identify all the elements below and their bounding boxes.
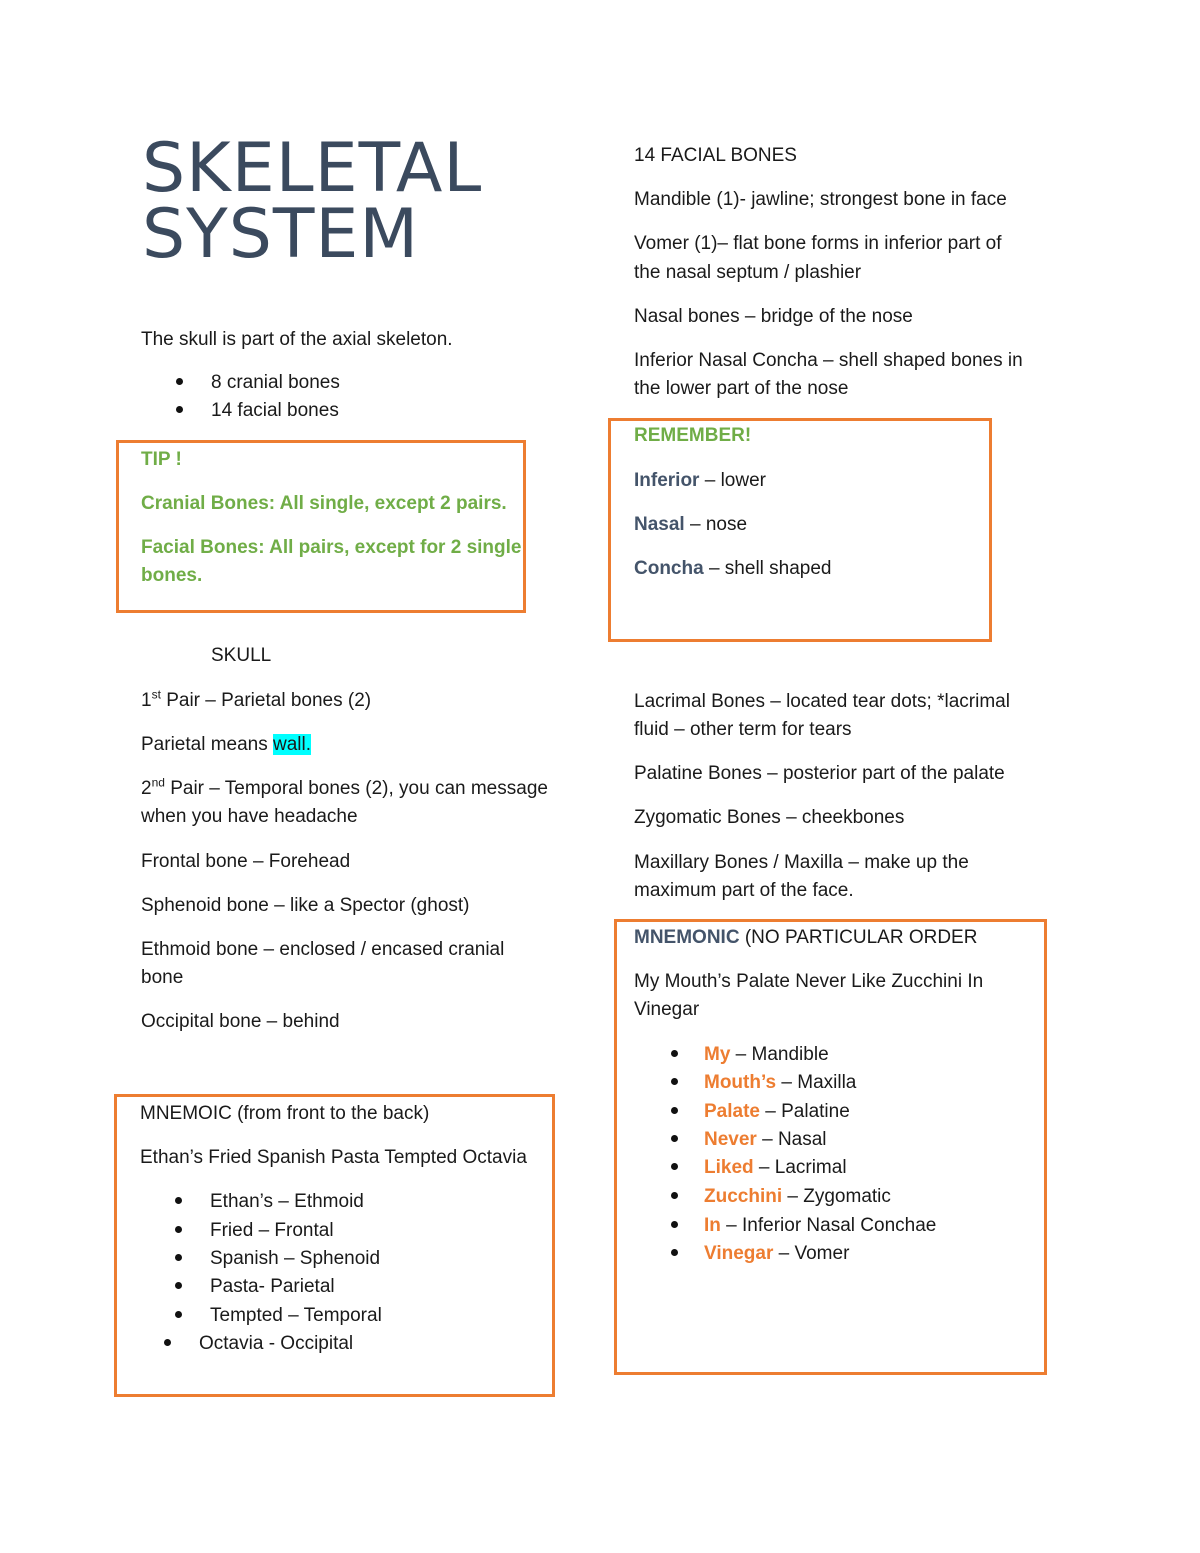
sphenoid-bone: Sphenoid bone – like a Spector (ghost) — [141, 895, 470, 916]
title-line-2: SYSTEM — [142, 195, 420, 274]
bullet — [175, 1197, 182, 1204]
bullet — [671, 1163, 678, 1170]
frontal-bone: Frontal bone – Forehead — [141, 851, 351, 872]
list-item: Mouth’s – Maxilla — [704, 1072, 857, 1093]
lacrimal-bones-line-2: fluid – other term for tears — [634, 719, 852, 740]
pair-2: 2nd Pair – Temporal bones (2), you can message — [141, 775, 548, 799]
bullet — [176, 406, 183, 413]
list-item: Vinegar – Vomer — [704, 1243, 850, 1264]
facial-bones-heading: 14 FACIAL BONES — [634, 145, 797, 166]
bullet — [671, 1107, 678, 1114]
tip-line-2b: bones. — [141, 565, 203, 586]
maxillary-bones: Maxillary Bones / Maxilla – make up the — [634, 852, 969, 873]
skull-heading: SKULL — [211, 645, 272, 666]
bullet — [164, 1339, 171, 1346]
mandible: Mandible (1)- jawline; strongest bone in face — [634, 189, 1007, 210]
remember-item-concha: Concha – shell shaped — [634, 558, 832, 579]
highlight-wall: wall. — [273, 734, 312, 755]
bullet — [176, 378, 183, 385]
cranial-mnemonic-phrase: Ethan’s Fried Spanish Pasta Tempted Octavia — [140, 1147, 527, 1168]
bullet — [175, 1226, 182, 1233]
ethmoid-bone-line-2: bone — [141, 967, 184, 988]
lacrimal-bones: Lacrimal Bones – located tear dots; *lacrimal — [634, 691, 1010, 712]
page-title — [142, 129, 483, 274]
facial-mnemonic-phrase-line-2: Vinegar — [634, 999, 700, 1020]
palatine-bones: Palatine Bones – posterior part of the palate — [634, 763, 1005, 784]
maxillary-bones-line-2: maximum part of the face. — [634, 880, 854, 901]
title-line-1: SKELETAL — [142, 129, 483, 208]
list-item: Spanish – Sphenoid — [210, 1248, 381, 1269]
bullet — [671, 1192, 678, 1199]
inferior-nasal-concha: Inferior Nasal Concha – shell shaped bones in — [634, 350, 1023, 371]
bullet — [175, 1311, 182, 1318]
remember-heading: REMEMBER! — [634, 425, 752, 446]
bullet — [175, 1282, 182, 1289]
facial-mnemonic-heading: MNEMONIC (NO PARTICULAR ORDER — [634, 927, 978, 948]
tip-heading: TIP ! — [141, 449, 182, 470]
bullet — [671, 1050, 678, 1057]
list-item: Fried – Frontal — [210, 1220, 334, 1241]
list-item: In – Inferior Nasal Conchae — [704, 1215, 937, 1236]
nasal-bones: Nasal bones – bridge of the nose — [634, 306, 913, 327]
tip-line-2a: Facial Bones: All pairs, except for 2 single — [141, 537, 522, 558]
pair-1: 1st Pair – Parietal bones (2) — [141, 687, 372, 711]
list-item: Zucchini – Zygomatic — [704, 1186, 891, 1207]
list-item: Tempted – Temporal — [210, 1305, 382, 1326]
list-item: Pasta- Parietal — [210, 1276, 335, 1297]
bullet — [175, 1254, 182, 1261]
list-item: My – Mandible — [704, 1044, 829, 1065]
zygomatic-bones: Zygomatic Bones – cheekbones — [634, 807, 905, 828]
list-item: Never – Nasal — [704, 1129, 827, 1150]
tip-line-1: Cranial Bones: All single, except 2 pairs. — [141, 493, 507, 514]
bullet — [671, 1249, 678, 1256]
bullet — [671, 1078, 678, 1085]
inferior-nasal-concha-line-2: the lower part of the nose — [634, 378, 849, 399]
intro-text: The skull is part of the axial skeleton. — [141, 329, 453, 350]
ethmoid-bone: Ethmoid bone – enclosed / encased cranial — [141, 939, 505, 960]
intro-bullet-1: 8 cranial bones — [211, 372, 340, 393]
occipital-bone: Occipital bone – behind — [141, 1011, 340, 1032]
remember-item-inferior: Inferior – lower — [634, 470, 766, 491]
vomer: Vomer (1)– flat bone forms in inferior part of — [634, 233, 1002, 254]
list-item: Ethan’s – Ethmoid — [210, 1191, 364, 1212]
bullet — [671, 1221, 678, 1228]
list-item: Palate – Palatine — [704, 1101, 850, 1122]
list-item: Liked – Lacrimal — [704, 1157, 847, 1178]
remember-item-nasal: Nasal – nose — [634, 514, 748, 535]
list-item: Octavia - Occipital — [199, 1333, 354, 1354]
pair-2-line-2: when you have headache — [141, 806, 358, 827]
bullet — [671, 1135, 678, 1142]
facial-mnemonic-phrase: My Mouth’s Palate Never Like Zucchini In — [634, 971, 984, 992]
cranial-mnemonic-heading: MNEMOIC (from front to the back) — [140, 1103, 430, 1124]
parietal-meaning: Parietal means wall. — [141, 734, 312, 755]
vomer-line-2: the nasal septum / plashier — [634, 262, 862, 283]
intro-bullet-2: 14 facial bones — [211, 400, 339, 421]
